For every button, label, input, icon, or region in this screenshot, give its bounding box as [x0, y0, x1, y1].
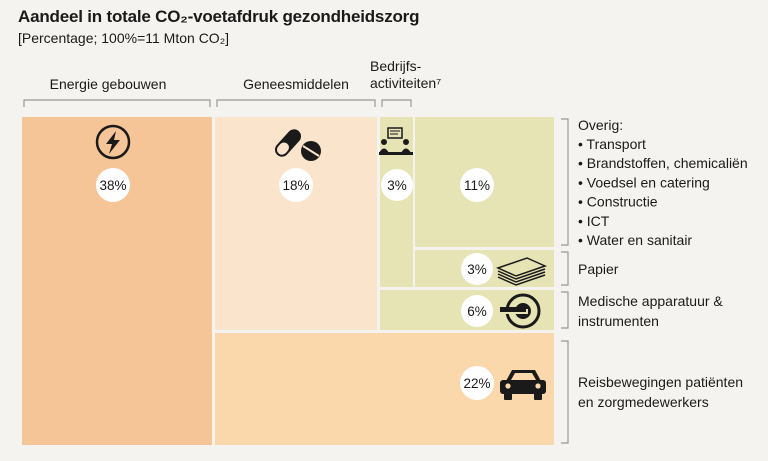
value-energie: 38%	[99, 178, 127, 193]
label-bedrijf-line-2: activiteiten⁷	[370, 75, 442, 91]
label-bedrijf-line-1: Bedrijfs-	[370, 58, 422, 74]
badge-overig	[460, 168, 494, 202]
badge-reis	[460, 366, 494, 400]
value-genees: 18%	[282, 178, 310, 193]
label-energie: Energie gebouwen	[49, 76, 167, 92]
cell-genees	[215, 117, 377, 330]
label-bedrijf	[370, 58, 441, 91]
overig-items	[578, 136, 748, 248]
chart-subtitle: [Percentage; 100%=11 Mton CO₂]	[18, 30, 230, 46]
label-reis-line-2: en zorgmedewerkers	[578, 394, 709, 410]
label-papier: Papier	[578, 261, 619, 277]
label-medisch	[578, 293, 727, 329]
cell-energie	[22, 117, 212, 445]
badge-genees	[279, 168, 313, 202]
badge-papier	[461, 253, 493, 285]
value-medisch: 6%	[467, 304, 487, 319]
value-overig: 11%	[463, 178, 491, 193]
bracket-bedrijf	[382, 100, 411, 107]
bracket-reis	[561, 341, 568, 443]
bracket-medisch	[561, 292, 568, 328]
label-overig: Overig:	[578, 117, 624, 133]
overig-item: • Voedsel en catering	[578, 174, 710, 191]
label-reis	[578, 374, 747, 410]
overig-item: • Transport	[578, 136, 646, 152]
bracket-genees	[217, 100, 375, 107]
value-bedrijf: 3%	[387, 178, 407, 193]
bracket-energie	[24, 100, 210, 107]
badge-bedrijf	[381, 169, 413, 201]
label-genees: Geneesmiddelen	[243, 76, 349, 92]
label-medisch-line-2: instrumenten	[578, 313, 659, 329]
chart-title: Aandeel in totale CO₂-voetafdruk gezondheidszorg	[18, 7, 420, 26]
value-reis: 22%	[463, 376, 491, 391]
bracket-papier	[561, 252, 568, 285]
overig-item: • ICT	[578, 212, 610, 229]
label-reis-line-1: Reisbewegingen patiënten	[578, 374, 744, 390]
badge-energie	[96, 168, 130, 202]
bracket-overig	[561, 119, 568, 245]
label-medisch-line-1: Medische apparatuur &	[578, 293, 723, 309]
overig-item: • Brandstoffen, chemicaliën	[578, 155, 748, 172]
badge-medisch	[461, 295, 493, 327]
overig-item: • Constructie	[578, 193, 658, 210]
overig-item: • Water en sanitair	[578, 232, 693, 248]
value-papier: 3%	[467, 262, 487, 277]
